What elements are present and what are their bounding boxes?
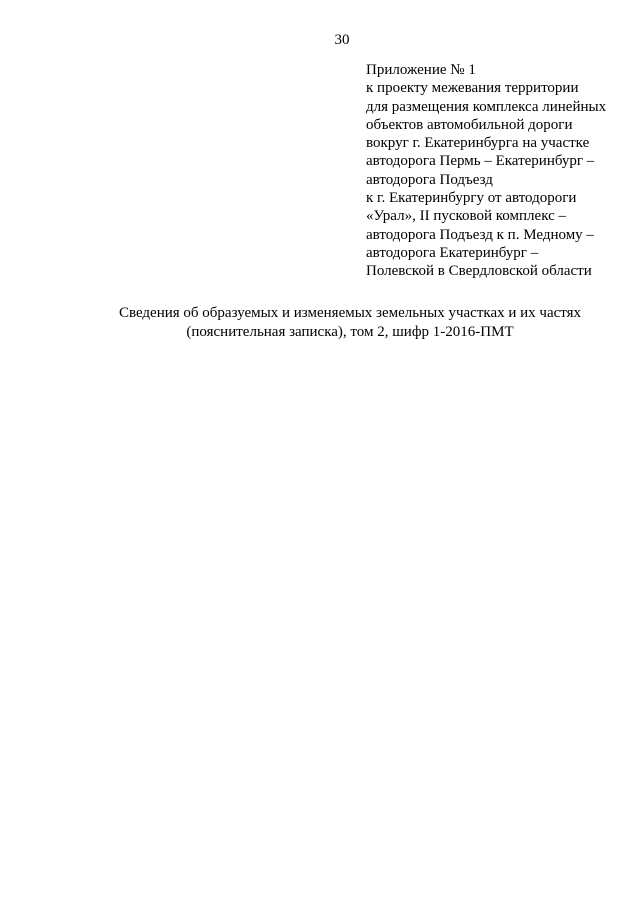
appendix-line: автодорога Подъезд <box>366 171 493 188</box>
appendix-line: автодорога Пермь – Екатеринбург – <box>366 153 595 170</box>
appendix-line: автодорога Екатеринбург – <box>366 244 539 261</box>
appendix-line: к проекту межевания территории <box>366 80 579 97</box>
appendix-line: Полевской в Свердловской области <box>366 263 592 280</box>
appendix-title: Приложение № 1 <box>366 62 476 78</box>
caption-line: Сведения об образуемых и изменяемых земельных участках и их частях <box>118 305 582 321</box>
appendix-line: «Урал», II пусковой комплекс – <box>366 208 567 225</box>
caption-line: (пояснительная записка), том 2, шифр 1-2016-ПМТ <box>186 324 514 340</box>
document-caption <box>60 304 640 342</box>
appendix-line: объектов автомобильной дороги <box>366 116 573 133</box>
appendix-line: для размещения комплекса линейных <box>366 98 607 115</box>
appendix-block <box>366 61 634 281</box>
appendix-line: к г. Екатеринбургу от автодороги <box>366 190 577 207</box>
page-number: 30 <box>334 32 350 48</box>
appendix-line: вокруг г. Екатеринбурга на участке <box>366 135 590 152</box>
appendix-line: автодорога Подъезд к п. Медному – <box>366 226 594 243</box>
